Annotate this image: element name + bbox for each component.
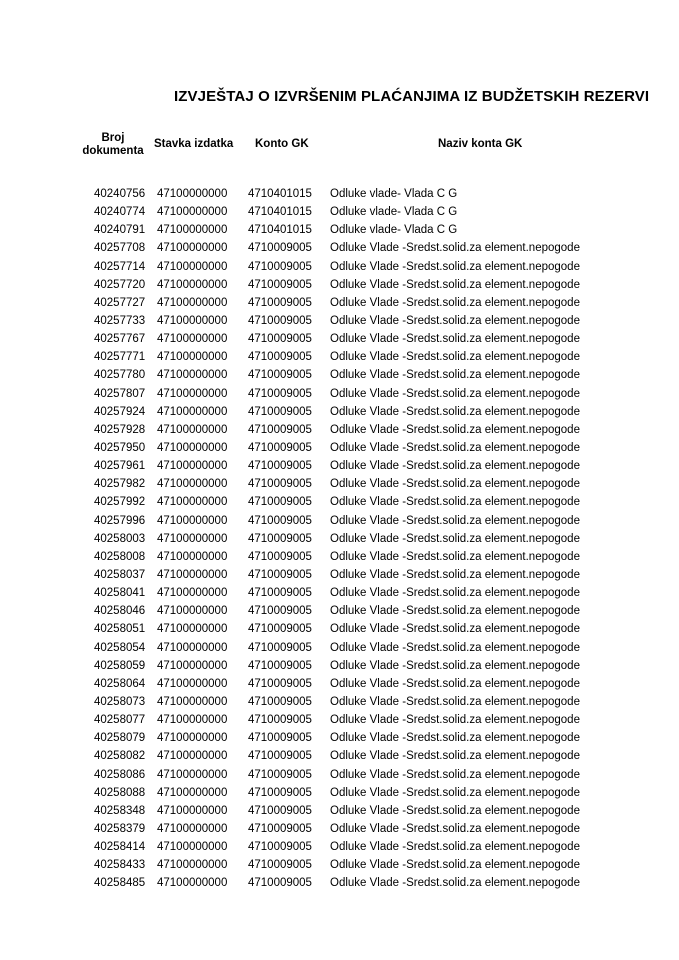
- cell-broj-dokumenta: 40257771: [94, 351, 146, 364]
- cell-stavka-izdatka: 47100000000: [157, 460, 228, 473]
- cell-naziv-konta-gk: Odluke Vlade -Sredst.solid.za element.nepogode: [330, 695, 580, 708]
- cell-broj-dokumenta: 40257714: [94, 260, 146, 273]
- cell-konto-gk: 4710009005: [248, 314, 312, 327]
- table-row: [0, 366, 679, 384]
- cell-broj-dokumenta: 40258041: [94, 587, 146, 600]
- cell-naziv-konta-gk: Odluke Vlade -Sredst.solid.za element.nepogode: [330, 804, 580, 817]
- table-row: [0, 312, 679, 330]
- table-row: [0, 276, 679, 294]
- cell-stavka-izdatka: 47100000000: [157, 188, 228, 200]
- cell-naziv-konta-gk: Odluke Vlade -Sredst.solid.za element.nepogode: [330, 496, 580, 509]
- cell-naziv-konta-gk: Odluke Vlade -Sredst.solid.za element.nepogode: [330, 460, 580, 473]
- table-row: [0, 566, 679, 584]
- cell-konto-gk: 4710009005: [248, 278, 312, 291]
- cell-stavka-izdatka: 47100000000: [157, 822, 228, 835]
- cell-stavka-izdatka: 47100000000: [157, 387, 228, 400]
- cell-broj-dokumenta: 40258379: [94, 822, 146, 835]
- cell-konto-gk: 4710009005: [248, 587, 312, 600]
- table-row: [0, 530, 679, 548]
- cell-naziv-konta-gk: Odluke Vlade -Sredst.solid.za element.nepogode: [330, 768, 580, 781]
- cell-stavka-izdatka: 47100000000: [157, 314, 228, 327]
- cell-stavka-izdatka: 47100000000: [157, 278, 228, 291]
- table-row: [0, 258, 679, 276]
- cell-konto-gk: 4710009005: [248, 387, 312, 400]
- cell-naziv-konta-gk: Odluke Vlade -Sredst.solid.za element.nepogode: [330, 242, 580, 255]
- cell-naziv-konta-gk: Odluke Vlade -Sredst.solid.za element.nepogode: [330, 605, 580, 618]
- cell-stavka-izdatka: 47100000000: [157, 587, 228, 600]
- cell-naziv-konta-gk: Odluke Vlade -Sredst.solid.za element.nepogode: [330, 478, 580, 491]
- table-row: [0, 421, 679, 439]
- cell-naziv-konta-gk: Odluke Vlade -Sredst.solid.za element.nepogode: [330, 351, 580, 364]
- cell-naziv-konta-gk: Odluke Vlade -Sredst.solid.za element.nepogode: [330, 314, 580, 327]
- column-header-broj-line2: dokumenta: [82, 145, 144, 157]
- cell-naziv-konta-gk: Odluke Vlade -Sredst.solid.za element.nepogode: [330, 550, 580, 563]
- cell-broj-dokumenta: 40257807: [94, 387, 146, 400]
- cell-konto-gk: 4710009005: [248, 877, 312, 890]
- cell-broj-dokumenta: 40258008: [94, 550, 146, 563]
- cell-konto-gk: 4710009005: [248, 605, 312, 618]
- cell-konto-gk: 4710009005: [248, 496, 312, 509]
- cell-broj-dokumenta: 40258079: [94, 732, 146, 745]
- cell-konto-gk: 4710009005: [248, 478, 312, 491]
- cell-naziv-konta-gk: Odluke Vlade -Sredst.solid.za element.nepogode: [330, 532, 580, 545]
- cell-naziv-konta-gk: Odluke Vlade -Sredst.solid.za element.nepogode: [330, 822, 580, 835]
- table-row: [0, 602, 679, 620]
- table-row: [0, 330, 679, 348]
- cell-stavka-izdatka: 47100000000: [157, 877, 228, 890]
- cell-stavka-izdatka: 47100000000: [157, 369, 228, 382]
- cell-konto-gk: 4710009005: [248, 568, 312, 581]
- table-row: [0, 693, 679, 711]
- cell-naziv-konta-gk: Odluke Vlade -Sredst.solid.za element.nepogode: [330, 260, 580, 273]
- cell-stavka-izdatka: 47100000000: [157, 605, 228, 618]
- cell-stavka-izdatka: 47100000000: [157, 296, 228, 309]
- cell-broj-dokumenta: 40257928: [94, 423, 146, 436]
- cell-stavka-izdatka: 47100000000: [157, 859, 228, 872]
- cell-konto-gk: 4710009005: [248, 695, 312, 708]
- cell-broj-dokumenta: 40258046: [94, 605, 146, 618]
- cell-stavka-izdatka: 47100000000: [157, 786, 228, 799]
- cell-konto-gk: 4710009005: [248, 296, 312, 309]
- cell-konto-gk: 4710009005: [248, 623, 312, 636]
- table-row: [0, 385, 679, 403]
- cell-broj-dokumenta: 40240756: [94, 188, 146, 200]
- cell-broj-dokumenta: 40257767: [94, 333, 146, 346]
- cell-naziv-konta-gk: Odluke Vlade -Sredst.solid.za element.nepogode: [330, 623, 580, 636]
- cell-naziv-konta-gk: Odluke Vlade -Sredst.solid.za element.nepogode: [330, 387, 580, 400]
- cell-stavka-izdatka: 47100000000: [157, 714, 228, 727]
- cell-broj-dokumenta: 40257982: [94, 478, 146, 491]
- cell-broj-dokumenta: 40258054: [94, 641, 146, 654]
- cell-stavka-izdatka: 47100000000: [157, 423, 228, 436]
- column-header-naziv-konta-gk: Naziv konta GK: [438, 138, 523, 150]
- cell-broj-dokumenta: 40258485: [94, 877, 146, 890]
- cell-naziv-konta-gk: Odluke Vlade -Sredst.solid.za element.nepogode: [330, 786, 580, 799]
- cell-broj-dokumenta: 40257950: [94, 441, 146, 454]
- cell-broj-dokumenta: 40258088: [94, 786, 146, 799]
- table-row: [0, 729, 679, 747]
- cell-broj-dokumenta: 40257780: [94, 369, 146, 382]
- table-row: [0, 784, 679, 802]
- cell-broj-dokumenta: 40240774: [94, 206, 146, 219]
- cell-konto-gk: 4710009005: [248, 714, 312, 727]
- table-row: [0, 185, 679, 203]
- cell-naziv-konta-gk: Odluke Vlade -Sredst.solid.za element.nepogode: [330, 568, 580, 581]
- cell-konto-gk: 4710401015: [248, 188, 312, 200]
- cell-broj-dokumenta: 40258086: [94, 768, 146, 781]
- cell-stavka-izdatka: 47100000000: [157, 478, 228, 491]
- cell-stavka-izdatka: 47100000000: [157, 514, 228, 527]
- cell-broj-dokumenta: 40258433: [94, 859, 146, 872]
- cell-stavka-izdatka: 47100000000: [157, 441, 228, 454]
- table-row: [0, 221, 679, 239]
- cell-naziv-konta-gk: Odluke Vlade -Sredst.solid.za element.nepogode: [330, 714, 580, 727]
- cell-naziv-konta-gk: Odluke Vlade -Sredst.solid.za element.nepogode: [330, 333, 580, 346]
- table-row: [0, 838, 679, 856]
- cell-stavka-izdatka: 47100000000: [157, 750, 228, 763]
- column-header-broj-dokumenta: [78, 132, 148, 158]
- cell-naziv-konta-gk: Odluke Vlade -Sredst.solid.za element.nepogode: [330, 296, 580, 309]
- cell-konto-gk: 4710009005: [248, 550, 312, 563]
- cell-konto-gk: 4710009005: [248, 768, 312, 781]
- cell-stavka-izdatka: 47100000000: [157, 532, 228, 545]
- cell-konto-gk: 4710009005: [248, 405, 312, 418]
- cell-konto-gk: 4710009005: [248, 333, 312, 346]
- table-row: [0, 475, 679, 493]
- table-row: [0, 766, 679, 784]
- table-row: [0, 802, 679, 820]
- cell-konto-gk: 4710009005: [248, 822, 312, 835]
- cell-naziv-konta-gk: Odluke Vlade -Sredst.solid.za element.nepogode: [330, 587, 580, 600]
- cell-konto-gk: 4710009005: [248, 804, 312, 817]
- table-row: [0, 403, 679, 421]
- report-title: IZVJEŠTAJ O IZVRŠENIM PLAĆANJIMA IZ BUDŽETSKIH REZERVI: [174, 88, 650, 105]
- cell-naziv-konta-gk: Odluke Vlade -Sredst.solid.za element.nepogode: [330, 278, 580, 291]
- cell-broj-dokumenta: 40258059: [94, 659, 146, 672]
- cell-konto-gk: 4710009005: [248, 677, 312, 690]
- table-row: [0, 203, 679, 221]
- cell-stavka-izdatka: 47100000000: [157, 242, 228, 255]
- cell-stavka-izdatka: 47100000000: [157, 496, 228, 509]
- table-row: [0, 348, 679, 366]
- cell-konto-gk: 4710009005: [248, 460, 312, 473]
- table-row: [0, 874, 679, 892]
- cell-naziv-konta-gk: Odluke Vlade -Sredst.solid.za element.nepogode: [330, 877, 580, 890]
- cell-naziv-konta-gk: Odluke Vlade -Sredst.solid.za element.nepogode: [330, 641, 580, 654]
- table-row: [0, 294, 679, 312]
- table-row: [0, 856, 679, 874]
- table-row: [0, 457, 679, 475]
- cell-naziv-konta-gk: Odluke Vlade -Sredst.solid.za element.nepogode: [330, 369, 580, 382]
- cell-naziv-konta-gk: Odluke Vlade -Sredst.solid.za element.nepogode: [330, 441, 580, 454]
- cell-naziv-konta-gk: Odluke Vlade -Sredst.solid.za element.nepogode: [330, 859, 580, 872]
- cell-broj-dokumenta: 40257733: [94, 314, 146, 327]
- cell-konto-gk: 4710009005: [248, 369, 312, 382]
- cell-broj-dokumenta: 40258037: [94, 568, 146, 581]
- cell-stavka-izdatka: 47100000000: [157, 206, 228, 219]
- table-row: [0, 657, 679, 675]
- cell-konto-gk: 4710009005: [248, 732, 312, 745]
- cell-broj-dokumenta: 40258077: [94, 714, 146, 727]
- column-header-konto-gk: Konto GK: [255, 138, 309, 150]
- table-row: [0, 512, 679, 530]
- table-row: [0, 747, 679, 765]
- table-row: [0, 493, 679, 511]
- cell-konto-gk: 4710009005: [248, 242, 312, 255]
- cell-broj-dokumenta: 40257992: [94, 496, 146, 509]
- cell-naziv-konta-gk: Odluke Vlade -Sredst.solid.za element.nepogode: [330, 841, 580, 854]
- table-row: [0, 711, 679, 729]
- cell-stavka-izdatka: 47100000000: [157, 568, 228, 581]
- table-row: [0, 584, 679, 602]
- cell-stavka-izdatka: 47100000000: [157, 659, 228, 672]
- table-row: [0, 548, 679, 566]
- report-table-body: [0, 185, 679, 892]
- cell-broj-dokumenta: 40258051: [94, 623, 146, 636]
- cell-naziv-konta-gk: Odluke vlade- Vlada C G: [330, 188, 458, 200]
- table-row: [0, 239, 679, 257]
- cell-naziv-konta-gk: Odluke vlade- Vlada C G: [330, 206, 458, 219]
- cell-naziv-konta-gk: Odluke Vlade -Sredst.solid.za element.nepogode: [330, 677, 580, 690]
- cell-stavka-izdatka: 47100000000: [157, 260, 228, 273]
- cell-stavka-izdatka: 47100000000: [157, 623, 228, 636]
- cell-naziv-konta-gk: Odluke Vlade -Sredst.solid.za element.nepogode: [330, 405, 580, 418]
- cell-broj-dokumenta: 40257708: [94, 242, 146, 255]
- table-row: [0, 675, 679, 693]
- cell-konto-gk: 4710009005: [248, 260, 312, 273]
- cell-naziv-konta-gk: Odluke Vlade -Sredst.solid.za element.nepogode: [330, 659, 580, 672]
- cell-konto-gk: 4710009005: [248, 750, 312, 763]
- cell-konto-gk: 4710009005: [248, 641, 312, 654]
- cell-broj-dokumenta: 40258003: [94, 532, 146, 545]
- cell-konto-gk: 4710009005: [248, 786, 312, 799]
- cell-naziv-konta-gk: Odluke Vlade -Sredst.solid.za element.nepogode: [330, 750, 580, 763]
- cell-broj-dokumenta: 40257720: [94, 278, 146, 291]
- cell-stavka-izdatka: 47100000000: [157, 841, 228, 854]
- cell-konto-gk: 4710009005: [248, 532, 312, 545]
- cell-broj-dokumenta: 40258082: [94, 750, 146, 763]
- cell-stavka-izdatka: 47100000000: [157, 695, 228, 708]
- cell-broj-dokumenta: 40257961: [94, 460, 146, 473]
- cell-konto-gk: 4710009005: [248, 859, 312, 872]
- cell-stavka-izdatka: 47100000000: [157, 351, 228, 364]
- cell-broj-dokumenta: 40257924: [94, 405, 146, 418]
- cell-konto-gk: 4710009005: [248, 423, 312, 436]
- cell-broj-dokumenta: 40258073: [94, 695, 146, 708]
- cell-broj-dokumenta: 40258064: [94, 677, 146, 690]
- cell-konto-gk: 4710009005: [248, 351, 312, 364]
- column-header-broj-line1: Broj: [101, 132, 125, 144]
- column-header-stavka-izdatka: Stavka izdatka: [154, 138, 234, 150]
- cell-konto-gk: 4710401015: [248, 206, 312, 219]
- cell-naziv-konta-gk: Odluke vlade- Vlada C G: [330, 224, 458, 237]
- cell-broj-dokumenta: 40258348: [94, 804, 146, 817]
- cell-konto-gk: 4710009005: [248, 441, 312, 454]
- cell-stavka-izdatka: 47100000000: [157, 641, 228, 654]
- table-row: [0, 439, 679, 457]
- table-row: [0, 820, 679, 838]
- cell-broj-dokumenta: 40257996: [94, 514, 146, 527]
- cell-stavka-izdatka: 47100000000: [157, 677, 228, 690]
- cell-broj-dokumenta: 40258414: [94, 841, 146, 854]
- cell-broj-dokumenta: 40257727: [94, 296, 146, 309]
- cell-broj-dokumenta: 40240791: [94, 224, 146, 237]
- cell-stavka-izdatka: 47100000000: [157, 405, 228, 418]
- cell-konto-gk: 4710401015: [248, 224, 312, 237]
- cell-stavka-izdatka: 47100000000: [157, 224, 228, 237]
- table-row: [0, 639, 679, 657]
- cell-konto-gk: 4710009005: [248, 514, 312, 527]
- cell-stavka-izdatka: 47100000000: [157, 768, 228, 781]
- cell-naziv-konta-gk: Odluke Vlade -Sredst.solid.za element.nepogode: [330, 732, 580, 745]
- cell-stavka-izdatka: 47100000000: [157, 550, 228, 563]
- cell-stavka-izdatka: 47100000000: [157, 333, 228, 346]
- cell-naziv-konta-gk: Odluke Vlade -Sredst.solid.za element.nepogode: [330, 514, 580, 527]
- cell-konto-gk: 4710009005: [248, 841, 312, 854]
- cell-stavka-izdatka: 47100000000: [157, 732, 228, 745]
- table-row: [0, 620, 679, 638]
- cell-stavka-izdatka: 47100000000: [157, 804, 228, 817]
- cell-konto-gk: 4710009005: [248, 659, 312, 672]
- cell-naziv-konta-gk: Odluke Vlade -Sredst.solid.za element.nepogode: [330, 423, 580, 436]
